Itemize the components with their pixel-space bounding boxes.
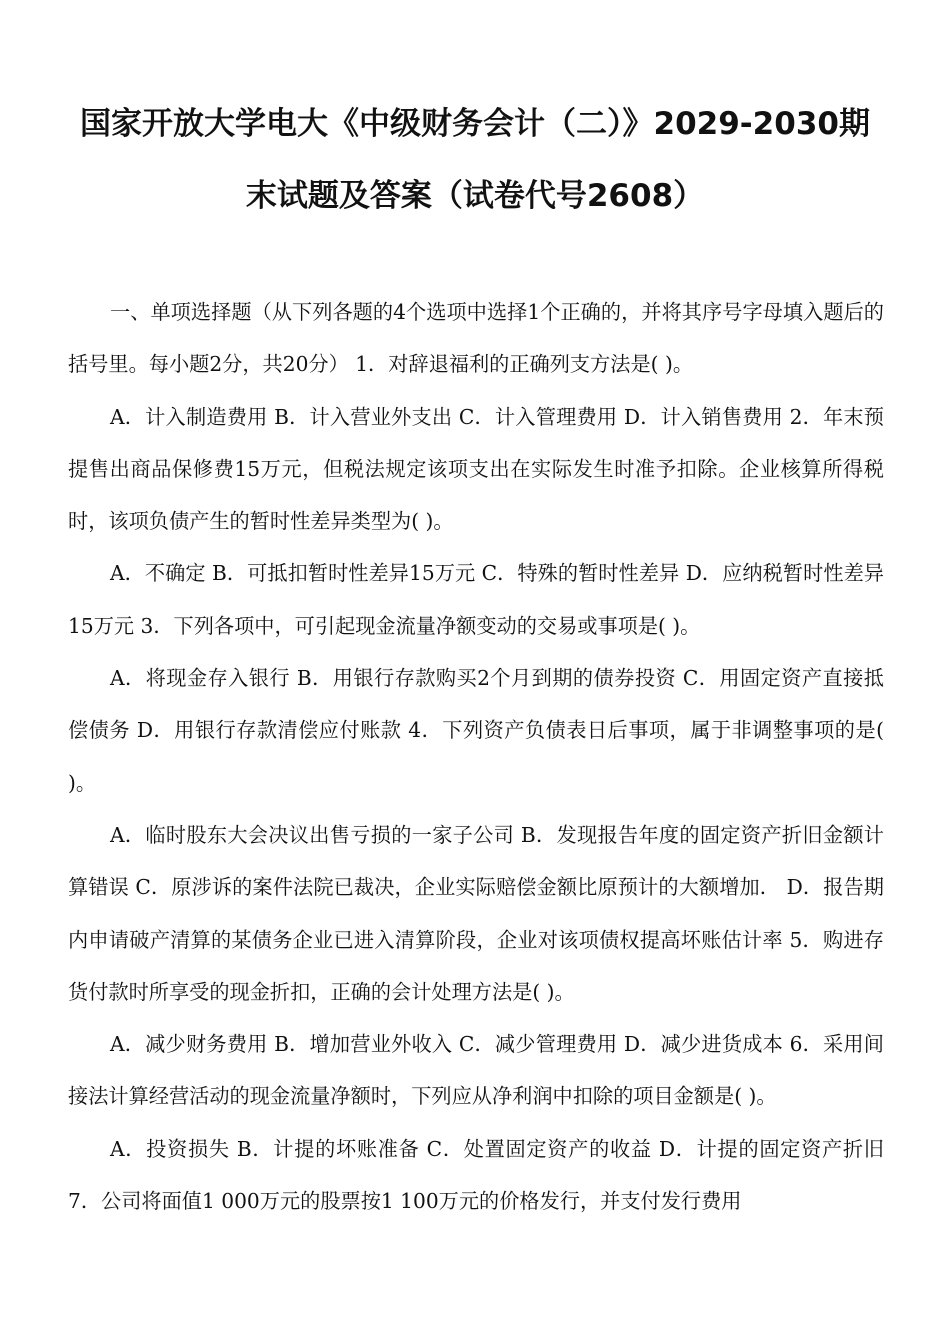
paragraph-q3-options: A．将现金存入银行 B．用银行存款购买2个月到期的债券投资 C．用固定资产直接抵偿债务 D．用银行存款清偿应付账款 4．下列资产负债表日后事项，属于非调整事项的是( )。 — [68, 666, 884, 795]
document-body — [68, 286, 884, 1227]
paragraph-q1-options: A．计入制造费用 B．计入营业外支出 C．计入管理费用 D．计入销售费用 2．年末预提售出商品保修费15万元，但税法规定该项支出在实际发生时准予扣除。企业核算所得税时，该项负债产生的暂时性差异类型为( )。 — [68, 404, 884, 534]
paragraph-q2-options: A．不确定 B．可抵扣暂时性差异15万元 C．特殊的暂时性差异 D．应纳税暂时性差异15万元 3．下列各项中，可引起现金流量净额变动的交易或事项是( )。 — [68, 561, 884, 638]
paragraph-section-intro: 一、单项选择题（从下列各题的4个选项中选择1个正确的，并将其序号字母填入题后的括号里。每小题2分，共20分） 1．对辞退福利的正确列支方法是( )。 — [68, 300, 884, 377]
paragraph-q4-options: A．临时股东大会决议出售亏损的一家子公司 B．发现报告年度的固定资产折旧金额计算错误 C．原涉诉的案件法院已裁决，企业实际赔偿金额比原预计的大额增加． D．报告期内申请破产清算的某债务企业已进入清算阶段，企业对该项债权提高坏账估计率 5．购进存货付款时所享受的现金折扣，正确的会计处理方法是( )。 — [68, 822, 884, 1004]
title-line-2: 末试题及答案（试卷代号2608） — [245, 178, 705, 214]
paragraph-q5-options: A．减少财务费用 B．增加营业外收入 C．减少管理费用 D．减少进货成本 6．采用间接法计算经营活动的现金流量净额时，下列应从净利润中扣除的项目金额是( )。 — [68, 1032, 884, 1109]
paragraph-q6-options: A．投资损失 B．计提的坏账准备 C．处置固定资产的收益 D．计提的固定资产折旧 7．公司将面值1 000万元的股票按1 100万元的价格发行，并支付发行费用 — [68, 1136, 884, 1214]
title-line-1: 国家开放大学电大《中级财务会计（二）》2029-2030期 — [80, 106, 870, 142]
document-title — [40, 88, 910, 232]
